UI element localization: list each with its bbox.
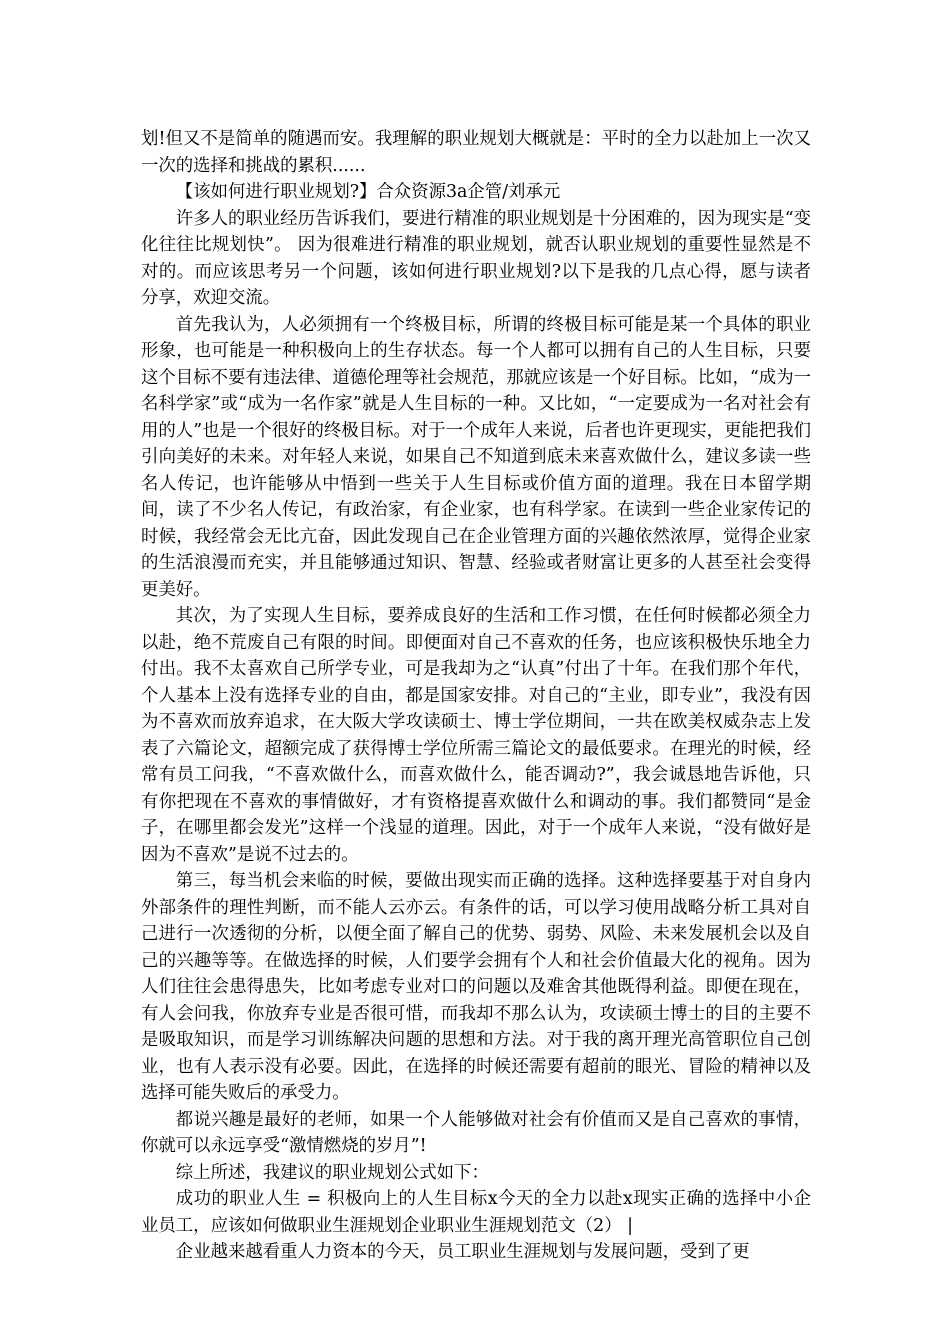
paragraph-enterprise: 企业越来越看重人力资本的今天，员工职业生涯规划与发展问题，受到了更 — [175, 1242, 750, 1262]
document-body — [141, 126, 811, 1266]
paragraph-interest: 都说兴趣是最好的老师，如果一个人能够做对社会有价值而又是自己喜欢的事情，你就可以永远享受“激情燃烧的岁月”! — [141, 1109, 811, 1156]
paragraph-third-point: 第三，每当机会来临的时候，要做出现实而正确的选择。这种选择要基于对自身内外部条件的理性判断，而不能人云亦云。有条件的话，可以学习使用战略分析工具对自己进行一次透彻的分析，以便全面了解自己的优势、弱势、风险、未来发展机会以及自己的兴趣等等。在做选择的时候，人们要学会拥有个人和社会价值最大化的视角。因为人们往往会患得患失，比如考虑专业对口的问题以及难舍其他既得利益。即便在现在，有人会问我，你放弃专业是否很可惜，而我却不那么认为，攻读硕士博士的目的主要不是吸取知识，而是学习训练解决问题的思想和方法。对于我的离开理光高管职位自己创业，也有人表示没有必要。因此，在选择的时候还需要有超前的眼光、冒险的精神以及选择可能失败后的承受力。 — [141, 871, 811, 1103]
paragraph-first-point: 首先我认为，人必须拥有一个终极目标，所谓的终极目标可能是某一个具体的职业形象，也可能是一种积极向上的生存状态。每一个人都可以拥有自己的人生目标，只要这个目标不要有违法律、道德伦理等社会规范，那就应该是一个好目标。比如，“成为一名科学家”或“成为一名作家”就是人生目标的一种。又比如，“一定要成为一名对社会有用的人”也是一个很好的终极目标。对于一个成年人来说，后者也许更现实，更能把我们引向美好的未来。对年轻人来说，如果自己不知道到底未来喜欢做什么，建议多读一些名人传记，也许能够从中悟到一些关于人生目标或价值方面的道理。我在日本留学期间，读了不少名人传记，有政治家，有企业家，也有科学家。在读到一些企业家传记的时候，我经常会无比亢奋，因此发现自己在企业管理方面的兴趣依然浓厚，觉得企业家的生活浪漫而充实，并且能够通过知识、智慧、经验或者财富让更多的人甚至社会变得更美好。 — [141, 314, 811, 600]
paragraph-second-point: 其次，为了实现人生目标，要养成良好的生活和工作习惯，在任何时候都必须全力以赴，绝不荒废自己有限的时间。即便面对自己不喜欢的任务，也应该积极快乐地全力付出。我不太喜欢自己所学专业，可是我却为之“认真”付出了十年。在我们那个年代，个人基本上没有选择专业的自由，都是国家安排。对自己的“主业，即专业”，我没有因为不喜欢而放弃追求，在大阪大学攻读硕士、博士学位期间，一共在欧美权威杂志上发表了六篇论文，超额完成了获得博士学位所需三篇论文的最低要求。在理光的时候，经常有员工问我，“不喜欢做什么，而喜欢做什么，能否调动?”，我会诚恳地告诉他，只有你把现在不喜欢的事情做好，才有资格提喜欢做什么和调动的事。我们都赞同“是金子，在哪里都会发光”这样一个浅显的道理。因此，对于一个成年人来说，“没有做好是因为不喜欢”是说不过去的。 — [141, 606, 811, 865]
paragraph-intro: 许多人的职业经历告诉我们，要进行精准的职业规划是十分困难的，因为现实是“变化往往比规划快”。 因为很难进行精准的职业规划，就否认职业规划的重要性显然是不对的。而应该思考另一个问题，该如何进行职业规划?以下是我的几点心得，愿与读者分享，欢迎交流。 — [141, 208, 811, 308]
paragraph-summary: 综上所述，我建议的职业规划公式如下： — [175, 1162, 489, 1183]
section-heading: 【该如何进行职业规划?】合众资源3a企管/刘承元 — [175, 182, 561, 202]
paragraph-continuation: 划!但又不是简单的随遇而安。我理解的职业规划大概就是：平时的全力以赴加上一次又一次的选择和挑战的累积...... — [141, 129, 811, 176]
paragraph-formula: 成功的职业人生 = 积极向上的人生目标x今天的全力以赴x现实正确的选择中小企业员工，应该如何做职业生涯规划企业职业生涯规划范文（2） | — [141, 1189, 811, 1236]
